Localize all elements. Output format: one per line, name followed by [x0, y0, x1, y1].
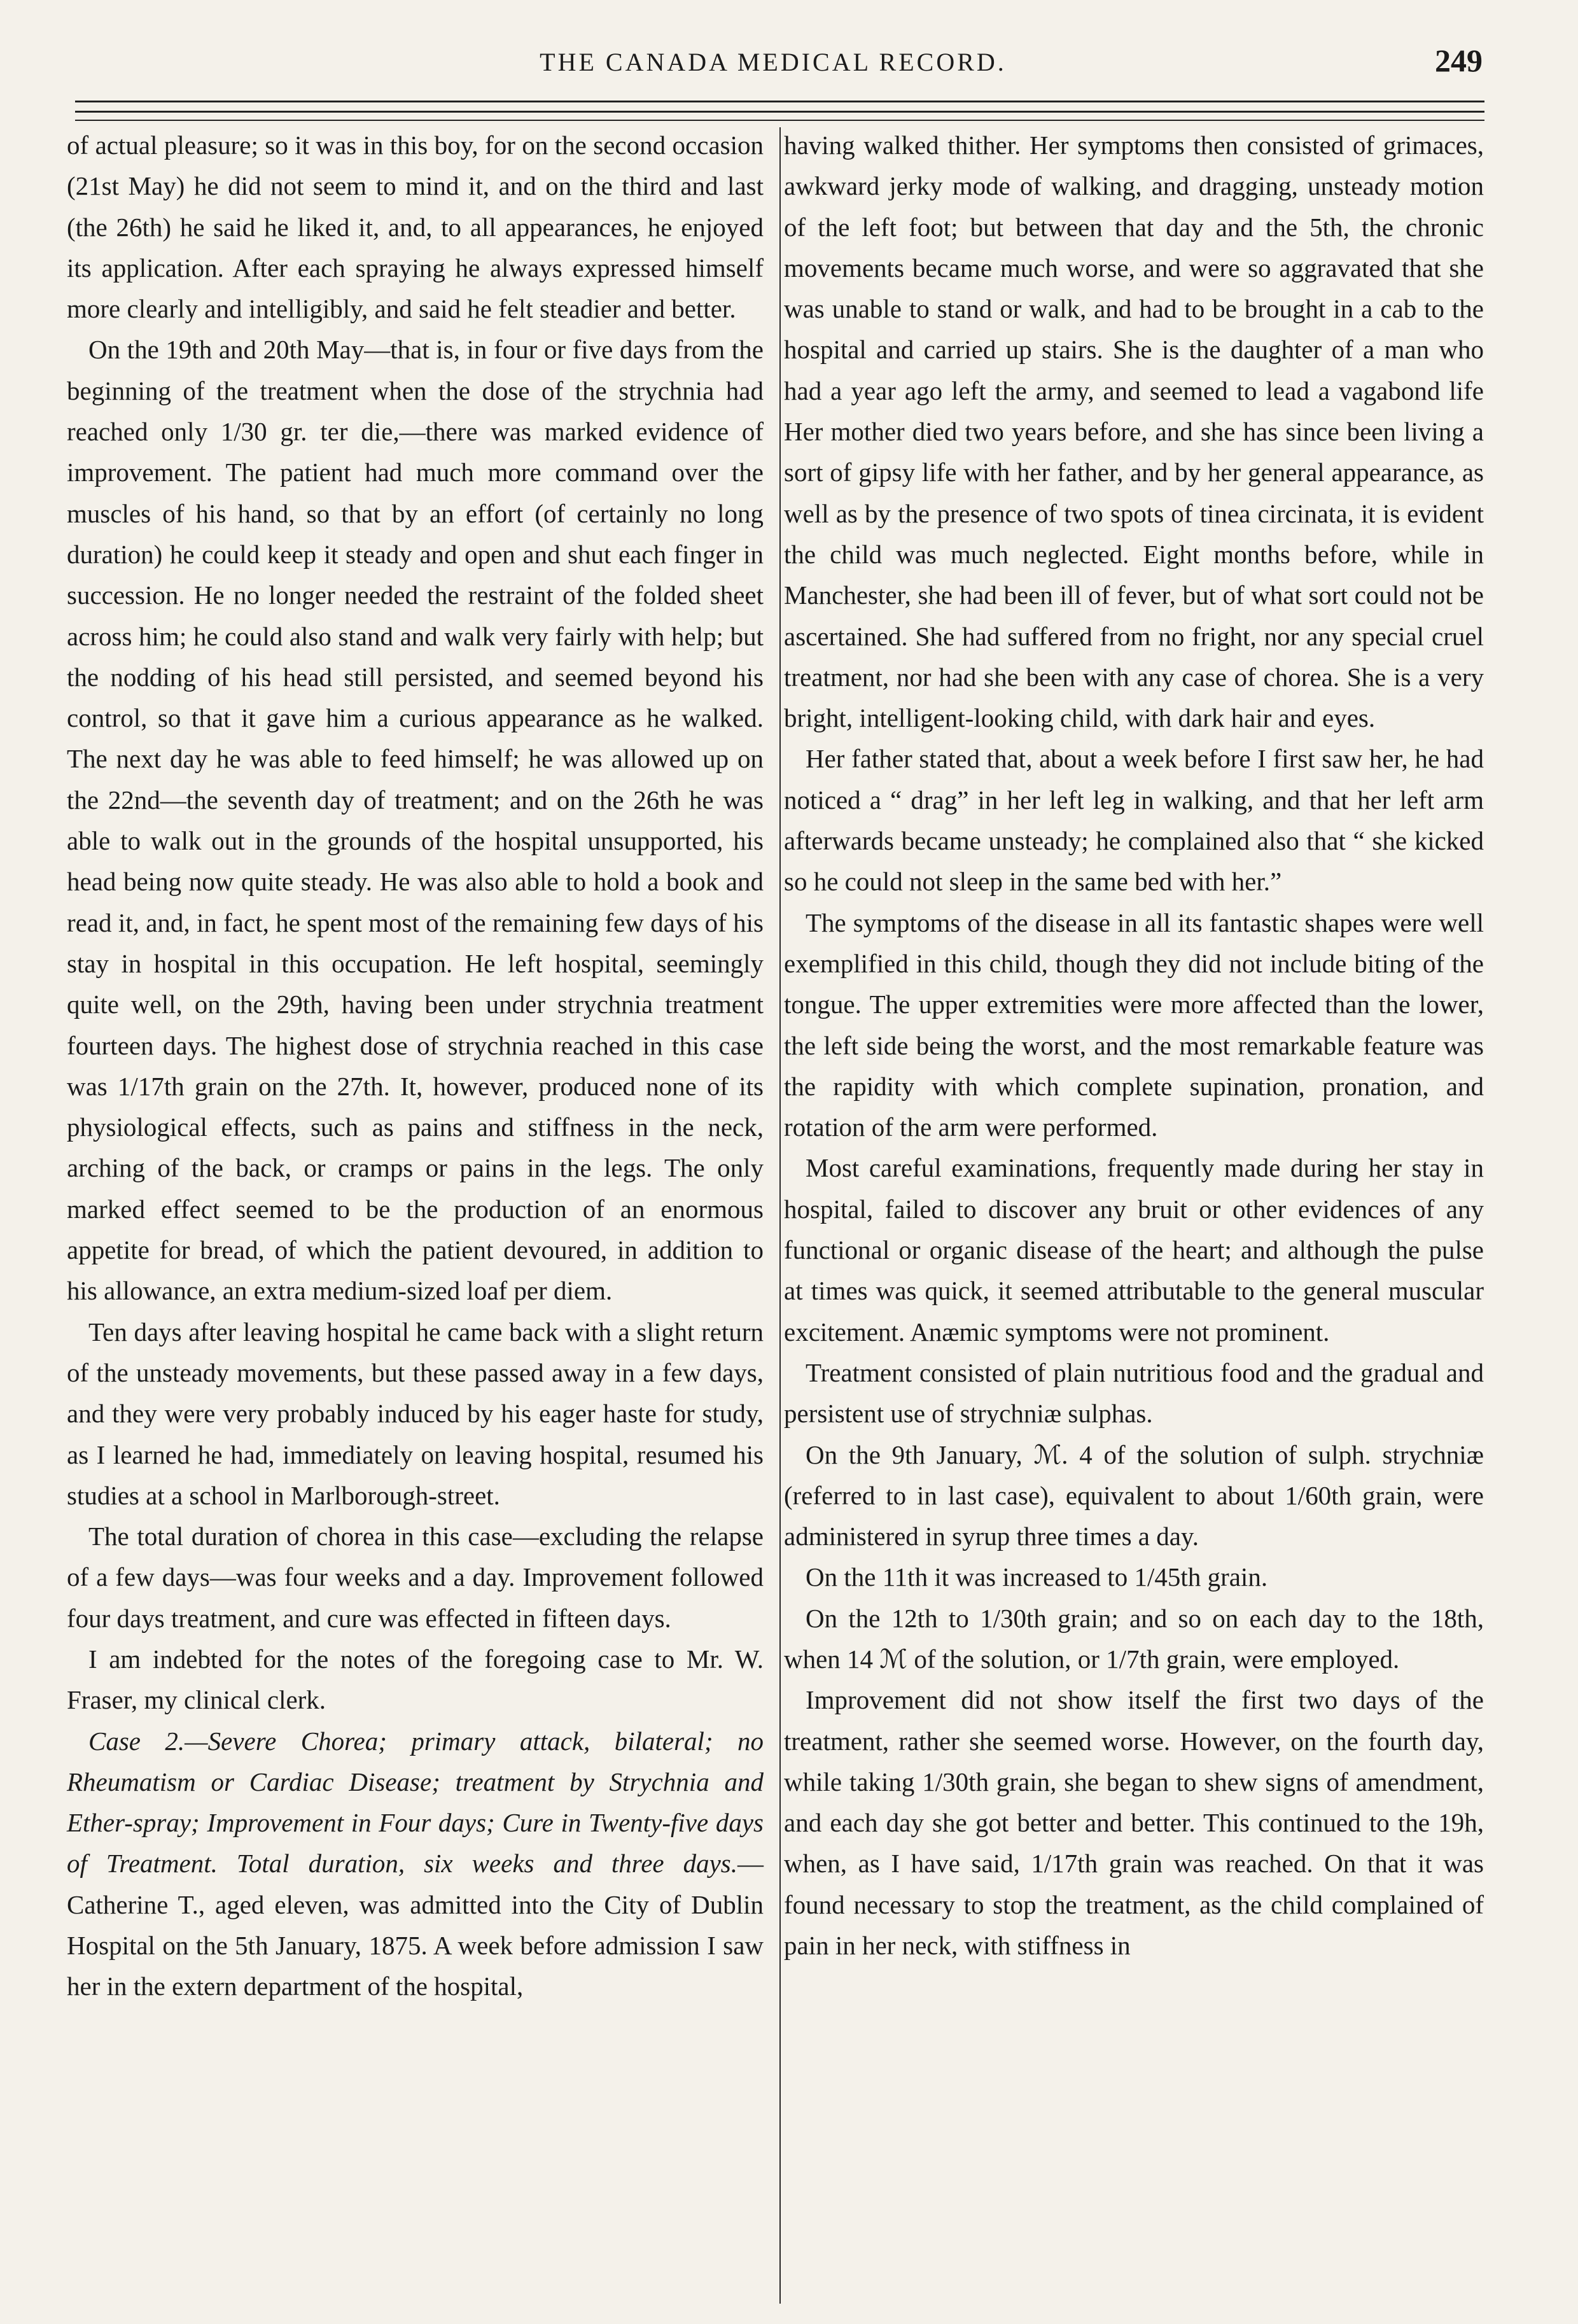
column-divider [779, 127, 781, 2304]
paragraph: Treatment consisted of plain nutritious food and the gradual and persistent use of strychniæ sulphas. [784, 1357, 1484, 1429]
paragraph: The symptoms of the disease in all its fantastic shapes were well exemplified in this child, though they did not include biting of the tongue. The upper extremities were more affected than the lower, the left side being the worst, and the most remarkable feature was the rapidity with which complete supination, pronation, and rotation of the arm were performed. [784, 907, 1484, 1142]
paragraph: On the 19th and 20th May—that is, in four or five days from the beginning of the treatment when the dose of the strychnia had reached only 1/30 gr. ter die,—there was marked evidence of improvement. The patient had much more command over the muscles of his hand, so that by an effort (of certainly no long duration) he could keep it steady and open and shut each finger in succession. He no longer needed the restraint of the folded sheet across him; he could also stand and walk very fairly with help; but the nodding of his head still persisted, and seemed beyond his control, so that it gave him a curious appearance as he walked. The next day he was able to feed himself; he was allowed up on the 22nd—the seventh day of treatment; and on the 26th he was able to walk out in the grounds of the hospital unsupported, his head being now quite steady. He was also able to hold a book and read it, and, in fact, he spent most of the remaining few days of his stay in hospital in this occupation. He left hospital, seemingly quite well, on the 29th, having been under strychnia treatment fourteen days. The highest dose of strychnia reached in this case was 1/17th grain on the 27th. It, however, produced none of its physiological effects, such as pains and stiffness in the neck, arching of the back, or cramps or pains in the legs. The only marked effect seemed to be the production of an enormous appetite for bread, of which the patient devoured, in addition to his allowance, an extra medium-sized loaf per diem. [67, 335, 764, 1306]
paragraph: On the 9th January, ℳ. 4 of the solution of sulph. strychniæ (referred to in last case), equivalent to about 1/60th grain, were administered in syrup three times a day. [784, 1439, 1484, 1551]
case-2-text: —Catherine T., aged eleven, was admitted into the City of Dublin Hospital on the 5th January, 1875. A week before admission I saw her in the extern department of the hospital, [67, 1849, 764, 2001]
paragraph: The total duration of chorea in this case—excluding the relapse of a few days—was four weeks and a day. Improvement followed four days treatment, and cure was effected in fifteen days. [67, 1522, 764, 1633]
header-rule-bottom [75, 120, 1484, 121]
left-column [67, 125, 764, 2007]
paragraph: having walked thither. Her symptoms then consisted of grimaces, awkward jerky mode of walking, and dragging, unsteady motion of the left foot; but between that day and the 5th, the chronic movements became much worse, and were so aggravated that she was unable to stand or walk, and had to be brought in a cab to the hospital and carried up stairs. She is the daughter of a man who had a year ago left the army, and seemed to lead a vagabond life Her mother died two years before, and she has since been living a sort of gipsy life with her father, and by her general appearance, as well as by the presence of two spots of tinea circinata, it is evident the child was much neglected. Eight months before, while in Manchester, she had been ill of fever, but of what sort could not be ascertained. She had suffered from no fright, nor any special cruel treatment, nor had she been with any case of chorea. She is a very bright, intelligent-looking child, with dark hair and eyes. [784, 130, 1484, 733]
paragraph: of actual pleasure; so it was in this boy, for on the second occasion (21st May) he did not seem to mind it, and on the third and last (the 26th) he said he liked it, and, to all appearances, he enjoyed its application. After each spraying he always expressed himself more clearly and intelligibly, and said he felt steadier and better. [67, 130, 764, 324]
paragraph: Ten days after leaving hospital he came back with a slight return of the unsteady movements, but these passed away in a few days, and they were very probably induced by his eager haste for study, as I learned he had, immediately on leaving hospital, resumed his studies at a school in Marlborough-street. [67, 1317, 764, 1510]
paragraph: Her father stated that, about a week before I first saw her, he had noticed a “ drag” in her left leg in walking, and that her left arm afterwards became unsteady; he complained also that “ she kicked so he could not sleep in the same bed with her.” [784, 744, 1484, 897]
case-2-title: Case 2.—Severe Chorea; primary attack, bilateral; no Rheumatism or Cardiac Disease; treatment by Strychnia and Ether-spray; Improvement in Four days; Cure in Twenty-five days of Treatment. Total duration, six weeks and three days. [67, 1726, 764, 1879]
case-2-paragraph [67, 1721, 764, 2007]
paragraph: I am indebted for the notes of the foregoing case to Mr. W. Fraser, my clinical clerk. [67, 1644, 764, 1715]
header-rule-middle [75, 111, 1484, 113]
paragraph: Improvement did not show itself the first two days of the treatment, rather she seemed worse. However, on the fourth day, while taking 1/30th grain, she began to shew signs of amendment, and each day she got better and better. This continued to the 19h, when, as I have said, 1/17th grain was reached. On that it was found necessary to stop the treatment, as the child complained of pain in her neck, with stiffness in [784, 1685, 1484, 1961]
paragraph: Most careful examinations, frequently made during her stay in hospital, failed to discover any bruit or other evidences of any functional or organic disease of the heart; and although the pulse at times was quick, it seemed attributable to the general muscular excitement. Anæmic symptoms were not prominent. [784, 1153, 1484, 1347]
paragraph: On the 11th it was increased to 1/45th grain. [806, 1562, 1268, 1592]
header-rule-top [75, 101, 1484, 102]
page-number: 249 [1435, 43, 1483, 78]
running-title: THE CANADA MEDICAL RECORD. [540, 48, 1007, 76]
page-header [64, 38, 1483, 95]
paragraph: On the 12th to 1/30th grain; and so on each day to the 18th, when 14 ℳ of the solution, or 1/7th grain, were employed. [784, 1603, 1484, 1674]
right-column [784, 125, 1484, 1966]
